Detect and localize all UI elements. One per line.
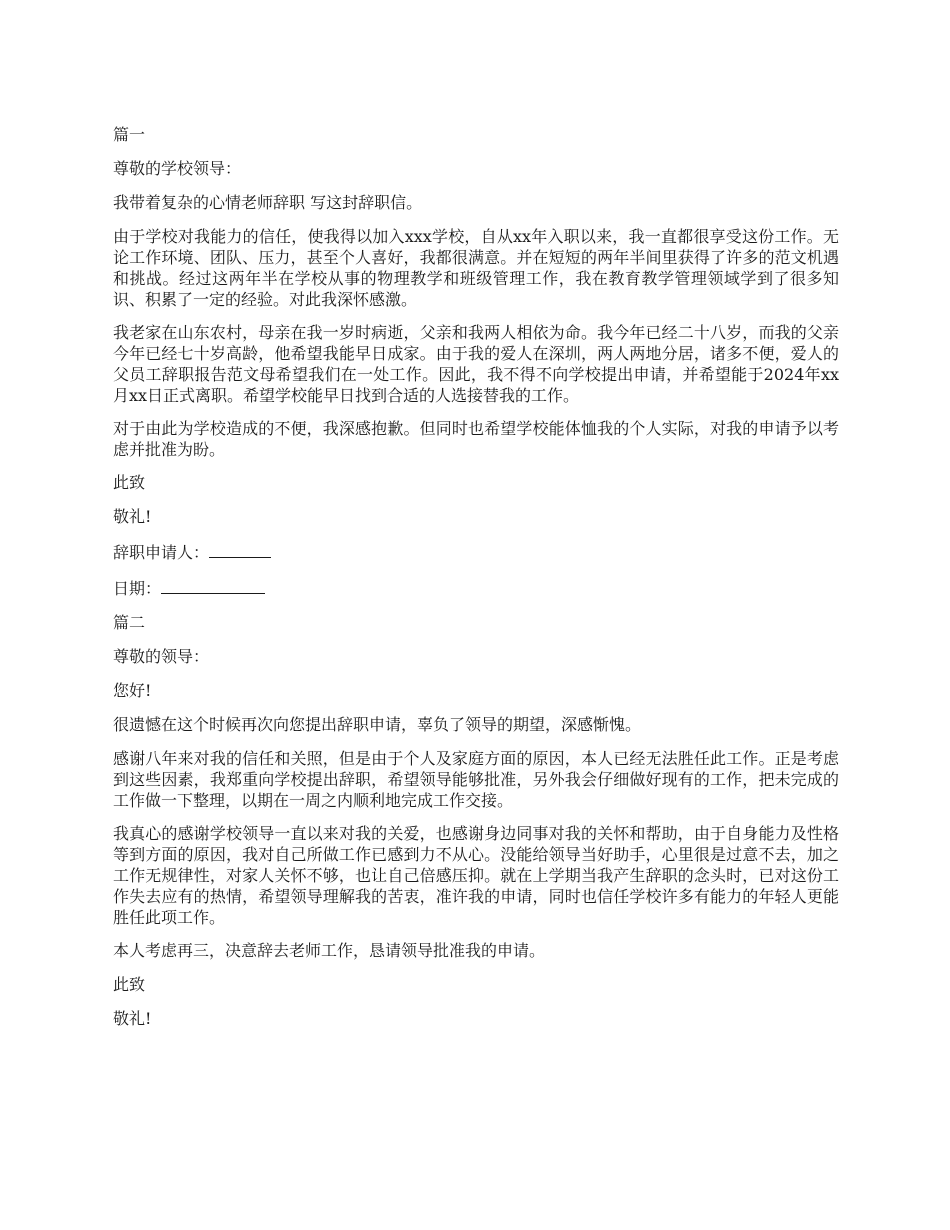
date-blank [161, 576, 265, 594]
section1-paragraph: 对于由此为学校造成的不便，我深感抱歉。但同时也希望学校能体恤我的个人实际，对我的申请予以考虑并批准为盼。 [113, 419, 839, 459]
applicant-blank [209, 540, 271, 558]
document-page [113, 124, 839, 1042]
section1-heading: 篇一 [113, 125, 146, 144]
section2-greeting: 您好! [113, 681, 152, 700]
section1-salutation: 尊敬的学校领导： [113, 159, 242, 178]
section2-paragraph: 本人考虑再三，决意辞去老师工作，恳请领导批准我的申请。 [113, 941, 546, 960]
section1-paragraph: 我老家在山东农村，母亲在我一岁时病逝，父亲和我两人相依为命。我今年已经二十八岁，而我的父亲今年已经七十岁高龄，他希望我能早日成家。由于我的爱人在深圳，两人两地分居，诸多不便，爱人的父员工辞职报告范文母希望我们在一处工作。因此，我不得不向学校提出申请，并希望能于2024年xx月xx日正式离职。希望学校能早日找到合适的人选接替我的工作。 [113, 323, 839, 405]
section2-paragraph: 很遗憾在这个时候再次向您提出辞职申请，辜负了领导的期望，深感惭愧。 [113, 715, 642, 734]
section2-salutation: 尊敬的领导： [113, 647, 210, 666]
date-label: 日期： [113, 579, 162, 598]
date-line [113, 576, 839, 599]
applicant-line [113, 540, 839, 563]
applicant-label: 辞职申请人： [113, 543, 210, 562]
section2-paragraph: 我真心的感谢学校领导一直以来对我的关爱，也感谢身边同事对我的关怀和帮助，由于自身能力及性格等到方面的原因，我对自己所做工作已感到力不从心。没能给领导当好助手，心里很是过意不去，加之工作无规律性，对家人关怀不够，也让自己倍感压抑。就在上学期当我产生辞职的念头时，已对这份工作失去应有的热情，希望领导理解我的苦衷，准许我的申请，同时也信任学校许多有能力的年轻人更能胜任此项工作。 [113, 824, 839, 927]
section2-heading: 篇二 [113, 613, 146, 632]
section1-closing: 此致 [113, 473, 146, 492]
section2-regards: 敬礼! [113, 1009, 152, 1028]
section1-paragraph: 我带着复杂的心情老师辞职 写这封辞职信。 [113, 193, 423, 212]
section2-paragraph: 感谢八年来对我的信任和关照，但是由于个人及家庭方面的原因，本人已经无法胜任此工作。正是考虑到这些因素，我郑重向学校提出辞职，希望领导能够批准，另外我会仔细做好现有的工作，把未完成的工作做一下整理，以期在一周之内顺利地完成工作交接。 [113, 749, 839, 810]
section2-closing: 此致 [113, 975, 146, 994]
section1-paragraph: 由于学校对我能力的信任，使我得以加入xxx学校，自从xx年入职以来，我一直都很享受这份工作。无论工作环境、团队、压力，甚至个人喜好，我都很满意。并在短短的两年半间里获得了许多的范文机遇和挑战。经过这两年半在学校从事的物理教学和班级管理工作，我在教育教学管理领域学到了很多知识、积累了一定的经验。对此我深怀感激。 [113, 227, 839, 309]
section1-regards: 敬礼! [113, 507, 152, 526]
